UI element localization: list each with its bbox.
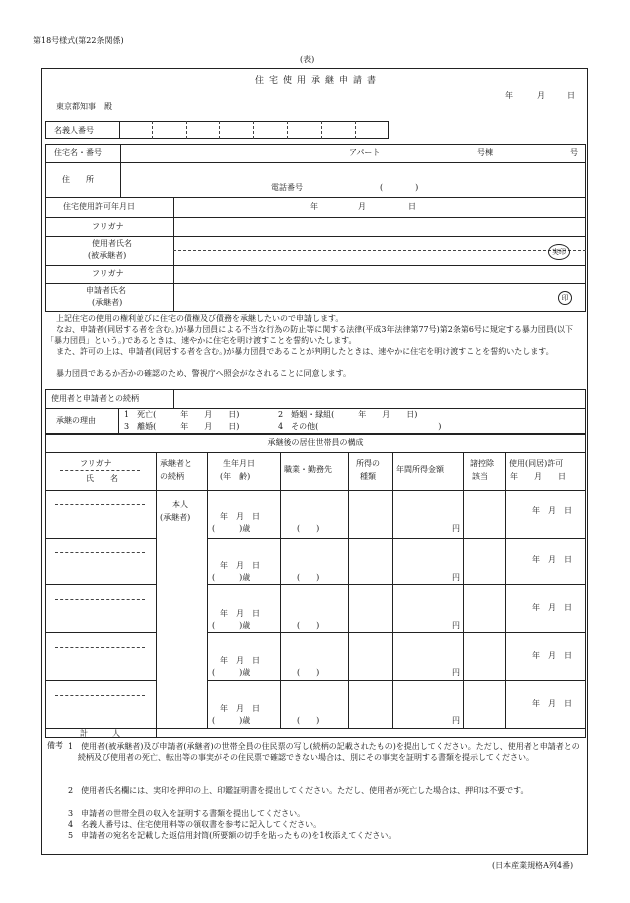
- row1-age[interactable]: ( )歳: [212, 524, 251, 533]
- row3-age[interactable]: ( )歳: [212, 621, 251, 630]
- phone-input[interactable]: ( ): [380, 183, 419, 192]
- relation-label: 使用者と申請者との続柄: [51, 394, 139, 403]
- applicant-furigana-input[interactable]: [174, 266, 585, 282]
- notes-label: 備考: [47, 741, 63, 750]
- row1-relation: 本人: [172, 500, 188, 509]
- col-relation-1: 承継者と: [160, 459, 192, 468]
- row4-permit[interactable]: 年 月 日: [532, 651, 572, 660]
- user-name-sub: (被承継者): [88, 251, 127, 260]
- note-1: 1 使用者(被承継者)及び申請者(承継者)の世帯全員の住民票の写し(続柄の記載されたもの)を提出してください。ただし、使用者と申請者との続柄及び使用者の死亡、転出等の事実がその住民票で確認できない場合は、別にその事実を証明する書類を提示してください。: [68, 742, 580, 762]
- row5-permit[interactable]: 年 月 日: [532, 699, 572, 708]
- user-furigana-label: フリガナ: [92, 222, 124, 231]
- note-4: 4 名義人番号は、住宅使用料等の領収書を参考に記入してください。: [68, 820, 322, 829]
- addressee: 東京都知事 殿: [56, 102, 112, 111]
- declaration-1: 上記住宅の使用の権利並びに住宅の債権及び債務を承継したいので申請します。: [56, 314, 344, 323]
- permit-date-year[interactable]: 年: [310, 202, 318, 211]
- user-furigana-input[interactable]: [174, 218, 585, 235]
- apartment-label: アパート: [349, 148, 381, 157]
- user-name-label: 使用者氏名: [92, 239, 132, 248]
- date-day[interactable]: 日: [567, 91, 575, 100]
- housing-input[interactable]: [121, 145, 585, 161]
- row5-age[interactable]: ( )歳: [212, 716, 251, 725]
- reason-divorce[interactable]: 3 離婚( 年 月 日): [124, 422, 240, 431]
- note-5: 5 申請者の宛名を記載した返信用封筒(所要額の切手を貼ったもの)を1枚添えてください。: [68, 831, 397, 840]
- col-income: 年間所得金額: [396, 465, 444, 474]
- permit-date-month[interactable]: 月: [358, 202, 366, 211]
- declaration-3: また、許可の上は、申請者(同居する者を含む。)が暴力団員であることが判明したときは、速やかに住宅を明け渡すことを誓約いたします。: [56, 347, 554, 356]
- row4-occupation[interactable]: ( ): [297, 668, 320, 677]
- row1-permit[interactable]: 年 月 日: [532, 506, 572, 515]
- row2-yen: 円: [452, 573, 460, 582]
- row4-yen: 円: [452, 668, 460, 677]
- row4-birth[interactable]: 年 月 日: [220, 656, 260, 665]
- row3-yen: 円: [452, 621, 460, 630]
- row5-occupation[interactable]: ( ): [297, 716, 320, 725]
- user-name-input[interactable]: [174, 237, 544, 264]
- declaration-4: 暴力団員であるか否かの確認のため、警視庁へ照会がなされることに同意します。: [56, 369, 352, 378]
- row3-permit[interactable]: 年 月 日: [532, 603, 572, 612]
- col-deduction-2: 該当: [472, 472, 488, 481]
- applicant-furigana-label: フリガナ: [92, 269, 124, 278]
- footer-standard: (日本産業規格A列4番): [492, 861, 574, 870]
- reason-label: 承継の理由: [56, 416, 96, 425]
- row1-birth[interactable]: 年 月 日: [220, 512, 260, 521]
- holder-number-input[interactable]: [120, 122, 388, 138]
- relation-input[interactable]: [174, 390, 585, 407]
- building-unit-label: 号棟: [477, 148, 493, 157]
- household-caption: 承継後の居住世帯員の構成: [267, 438, 364, 447]
- date-month[interactable]: 月: [537, 91, 545, 100]
- col-name: 氏 名: [86, 474, 118, 483]
- applicant-name-input[interactable]: [174, 284, 554, 311]
- applicant-name-sub: (承継者): [92, 298, 123, 307]
- col-birth-1: 生年月日: [223, 459, 255, 468]
- row2-birth[interactable]: 年 月 日: [220, 561, 260, 570]
- page-side: (表): [300, 55, 315, 64]
- permit-date-label: 住宅使用許可年月日: [63, 202, 135, 211]
- row2-age[interactable]: ( )歳: [212, 573, 251, 582]
- holder-number-label: 名義人番号: [54, 126, 94, 135]
- row2-permit[interactable]: 年 月 日: [532, 555, 572, 564]
- total-label: 計 人: [80, 729, 120, 738]
- col-deduction-1: 諸控除: [470, 459, 494, 468]
- phone-label: 電話番号: [271, 183, 303, 192]
- seal-icon: 印: [558, 291, 572, 305]
- reason-other[interactable]: 4 その他( ): [278, 422, 442, 431]
- row5-yen: 円: [452, 716, 460, 725]
- note-3: 3 申請者の世帯全員の収入を証明する書類を提出してください。: [68, 809, 306, 818]
- declaration-2: なお、申請者(同居する者を含む。)が暴力団員による不当な行為の防止等に関する法律(平成3年法律第77号)第2条第6号に規定する暴力団員(以下「暴力団員」という。)であるときは、速やかに住宅を明け渡すことを誓約いたします。: [46, 325, 574, 345]
- row1-relation-sub: (承継者): [160, 513, 191, 522]
- row5-birth[interactable]: 年 月 日: [220, 704, 260, 713]
- col-income-type-2: 種類: [360, 472, 376, 481]
- row2-occupation[interactable]: ( ): [297, 573, 320, 582]
- address-input[interactable]: [121, 163, 585, 181]
- row4-age[interactable]: ( )歳: [212, 668, 251, 677]
- form-title: 住宅使用承継申請書: [255, 76, 382, 86]
- col-relation-2: の続柄: [160, 472, 184, 481]
- applicant-name-label: 申請者氏名: [86, 286, 126, 295]
- reason-marriage[interactable]: 2 婚姻・縁組( 年 月 日): [278, 410, 418, 419]
- row1-yen: 円: [452, 524, 460, 533]
- row3-occupation[interactable]: ( ): [297, 621, 320, 630]
- col-permit-1: 使用(同居)許可: [509, 459, 564, 468]
- form-number: 第18号様式(第22条関係): [33, 36, 124, 45]
- jitsuin-seal-icon: 実印: [548, 244, 570, 260]
- col-occupation: 職業・勤務先: [284, 465, 332, 474]
- row1-occupation[interactable]: ( ): [297, 524, 320, 533]
- permit-date-day[interactable]: 日: [408, 202, 416, 211]
- col-income-type-1: 所得の: [356, 459, 380, 468]
- date-year[interactable]: 年: [505, 91, 513, 100]
- reason-death[interactable]: 1 死亡( 年 月 日): [124, 410, 240, 419]
- col-furigana: フリガナ: [80, 459, 112, 468]
- row3-birth[interactable]: 年 月 日: [220, 609, 260, 618]
- housing-label: 住宅名・番号: [54, 148, 102, 157]
- note-2: 2 使用者氏名欄には、実印を押印の上、印鑑証明書を提出してください。ただし、使用者が死亡した場合は、押印は不要です。: [68, 786, 529, 795]
- unit-label: 号: [570, 148, 578, 157]
- col-permit-2: 年 月 日: [510, 472, 566, 481]
- col-birth-2: (年 齢): [220, 472, 251, 481]
- address-label: 住 所: [62, 175, 94, 184]
